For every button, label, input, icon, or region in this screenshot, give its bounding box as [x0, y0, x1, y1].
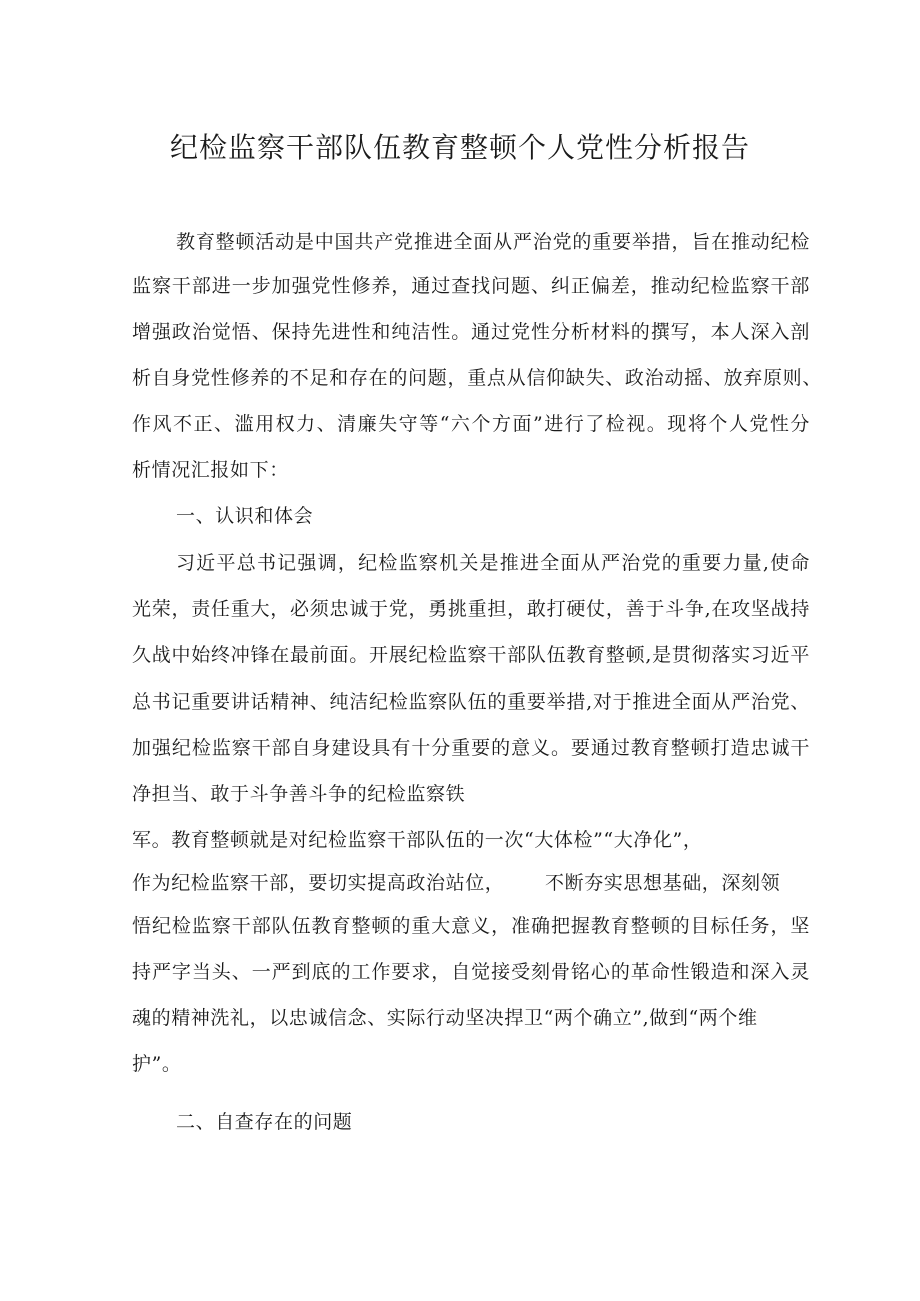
section1-line-2: 光荣，责任重大，必须忠诚于党，勇挑重担，敢打硬仗，善于斗争,在攻坚战持 — [132, 598, 810, 620]
section1-line-10: 持严字当头、一严到底的工作要求，自觉接受刻骨铭心的革命性锻造和深入灵 — [132, 961, 810, 983]
document-title: 纪检监察干部队伍教育整顿个人党性分析报告 — [169, 131, 750, 164]
section1-line-12: 护”。 — [132, 1053, 182, 1075]
section-heading-2: 二、自查存在的问题 — [176, 1111, 353, 1133]
section1-line-8a: 作为纪检监察干部，要切实提高政治站位， — [132, 872, 505, 894]
section1-line-11: 魂的精神洗礼，以忠诚信念、实际行动坚决捍卫“两个确立”,做到“两个维 — [132, 1007, 758, 1029]
section1-line-1: 习近平总书记强调，纪检监察机关是推进全面从严治党的重要力量,使命 — [176, 552, 810, 574]
intro-line-3: 增强政治觉悟、保持先进性和纯洁性。通过党性分析材料的撰写，本人深入剖 — [132, 321, 810, 343]
section1-line-3: 久战中始终冲锋在最前面。开展纪检监察干部队伍教育整顿,是贯彻落实习近平 — [132, 644, 810, 666]
intro-line-2: 监察干部进一步加强党性修养，通过查找问题、纠正偏差，推动纪检监察干部 — [132, 275, 810, 297]
section1-line-7: 军。教育整顿就是对纪检监察干部队伍的一次“大体检”“大净化”， — [132, 829, 703, 851]
section1-line-4: 总书记重要讲话精神、纯洁纪检监察队伍的重要举措,对于推进全面从严治党、 — [132, 691, 810, 713]
section1-line-9: 悟纪检监察干部队伍教育整顿的重大意义，准确把握教育整顿的目标任务，坚 — [132, 915, 810, 937]
intro-line-1: 教育整顿活动是中国共产党推进全面从严治党的重要举措，旨在推动纪检 — [176, 231, 810, 253]
intro-line-4: 析自身党性修养的不足和存在的问题，重点从信仰缺失、政治动摇、放弃原则、 — [132, 367, 822, 389]
intro-line-6: 析情况汇报如下： — [132, 459, 289, 481]
section1-line-8b: 不断夯实思想基础，深刻领 — [545, 872, 781, 894]
intro-line-5: 作风不正、滥用权力、清廉失守等“六个方面”进行了检视。现将个人党性分 — [132, 413, 810, 435]
section1-line-6: 净担当、敢于斗争善斗争的纪检监察铁 — [132, 783, 466, 805]
section-heading-1: 一、认识和体会 — [176, 505, 314, 527]
section1-line-5: 加强纪检监察干部自身建设具有十分重要的意义。要通过教育整顿打造忠诚干 — [132, 737, 810, 759]
